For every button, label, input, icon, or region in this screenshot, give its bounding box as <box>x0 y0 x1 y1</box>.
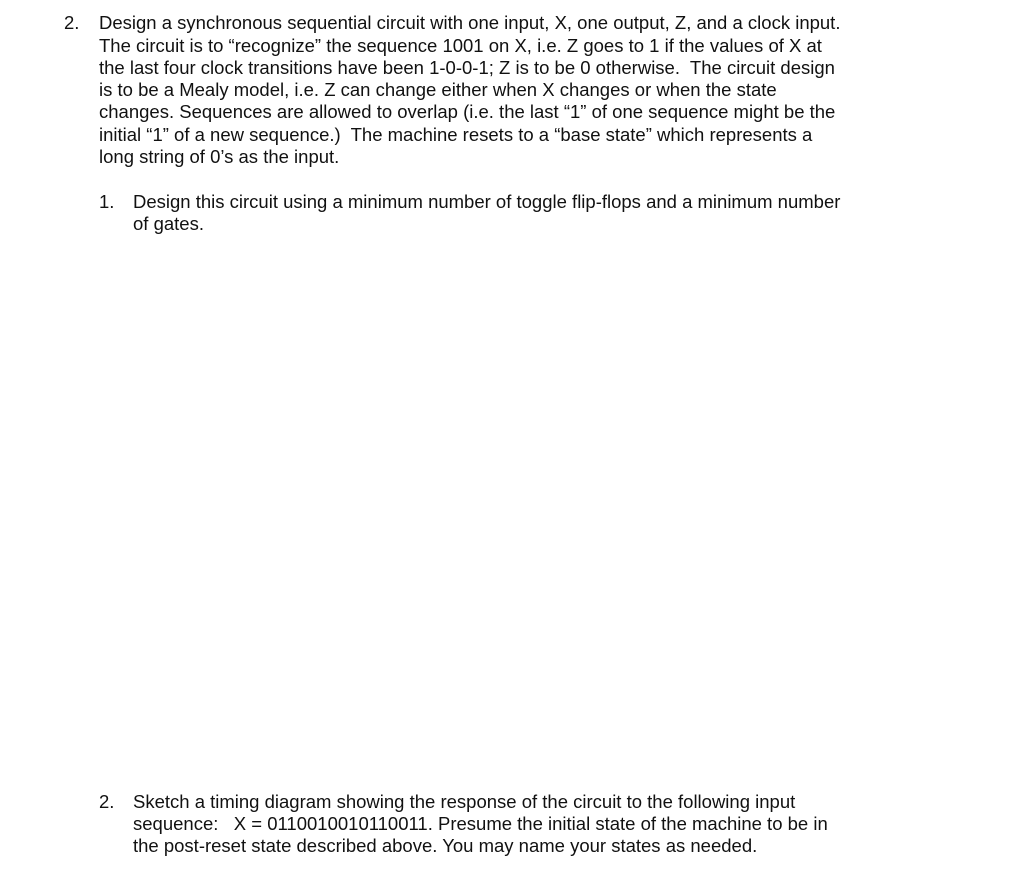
statement-line: The circuit is to “recognize” the sequence 1001 on X, i.e. Z goes to 1 if the values of X at <box>99 35 822 56</box>
statement-line: Design a synchronous sequential circuit with one input, X, one output, Z, and a clock input. <box>99 12 841 33</box>
statement-line: changes. Sequences are allowed to overlap (i.e. the last “1” of one sequence might be the <box>99 101 836 122</box>
problem-number: 2. <box>64 12 80 33</box>
subpart-number: 2. <box>99 791 115 812</box>
subpart-line: of gates. <box>133 213 204 234</box>
statement-line: initial “1” of a new sequence.) The machine resets to a “base state” which represents a <box>99 124 813 145</box>
statement-line: the last four clock transitions have been 1-0-0-1; Z is to be 0 otherwise. The circuit design <box>99 57 835 78</box>
subpart-line: sequence: X = 0110010010110011. Presume the initial state of the machine to be in <box>133 813 828 834</box>
subpart-line: Sketch a timing diagram showing the response of the circuit to the following input <box>133 791 796 812</box>
statement-line: is to be a Mealy model, i.e. Z can change either when X changes or when the state <box>99 79 777 100</box>
subpart-number: 1. <box>99 191 115 212</box>
subpart-line: the post-reset state described above. You may name your states as needed. <box>133 835 758 856</box>
subpart-line: Design this circuit using a minimum number of toggle flip-flops and a minimum number <box>133 191 841 212</box>
statement-line: long string of 0’s as the input. <box>99 146 340 167</box>
